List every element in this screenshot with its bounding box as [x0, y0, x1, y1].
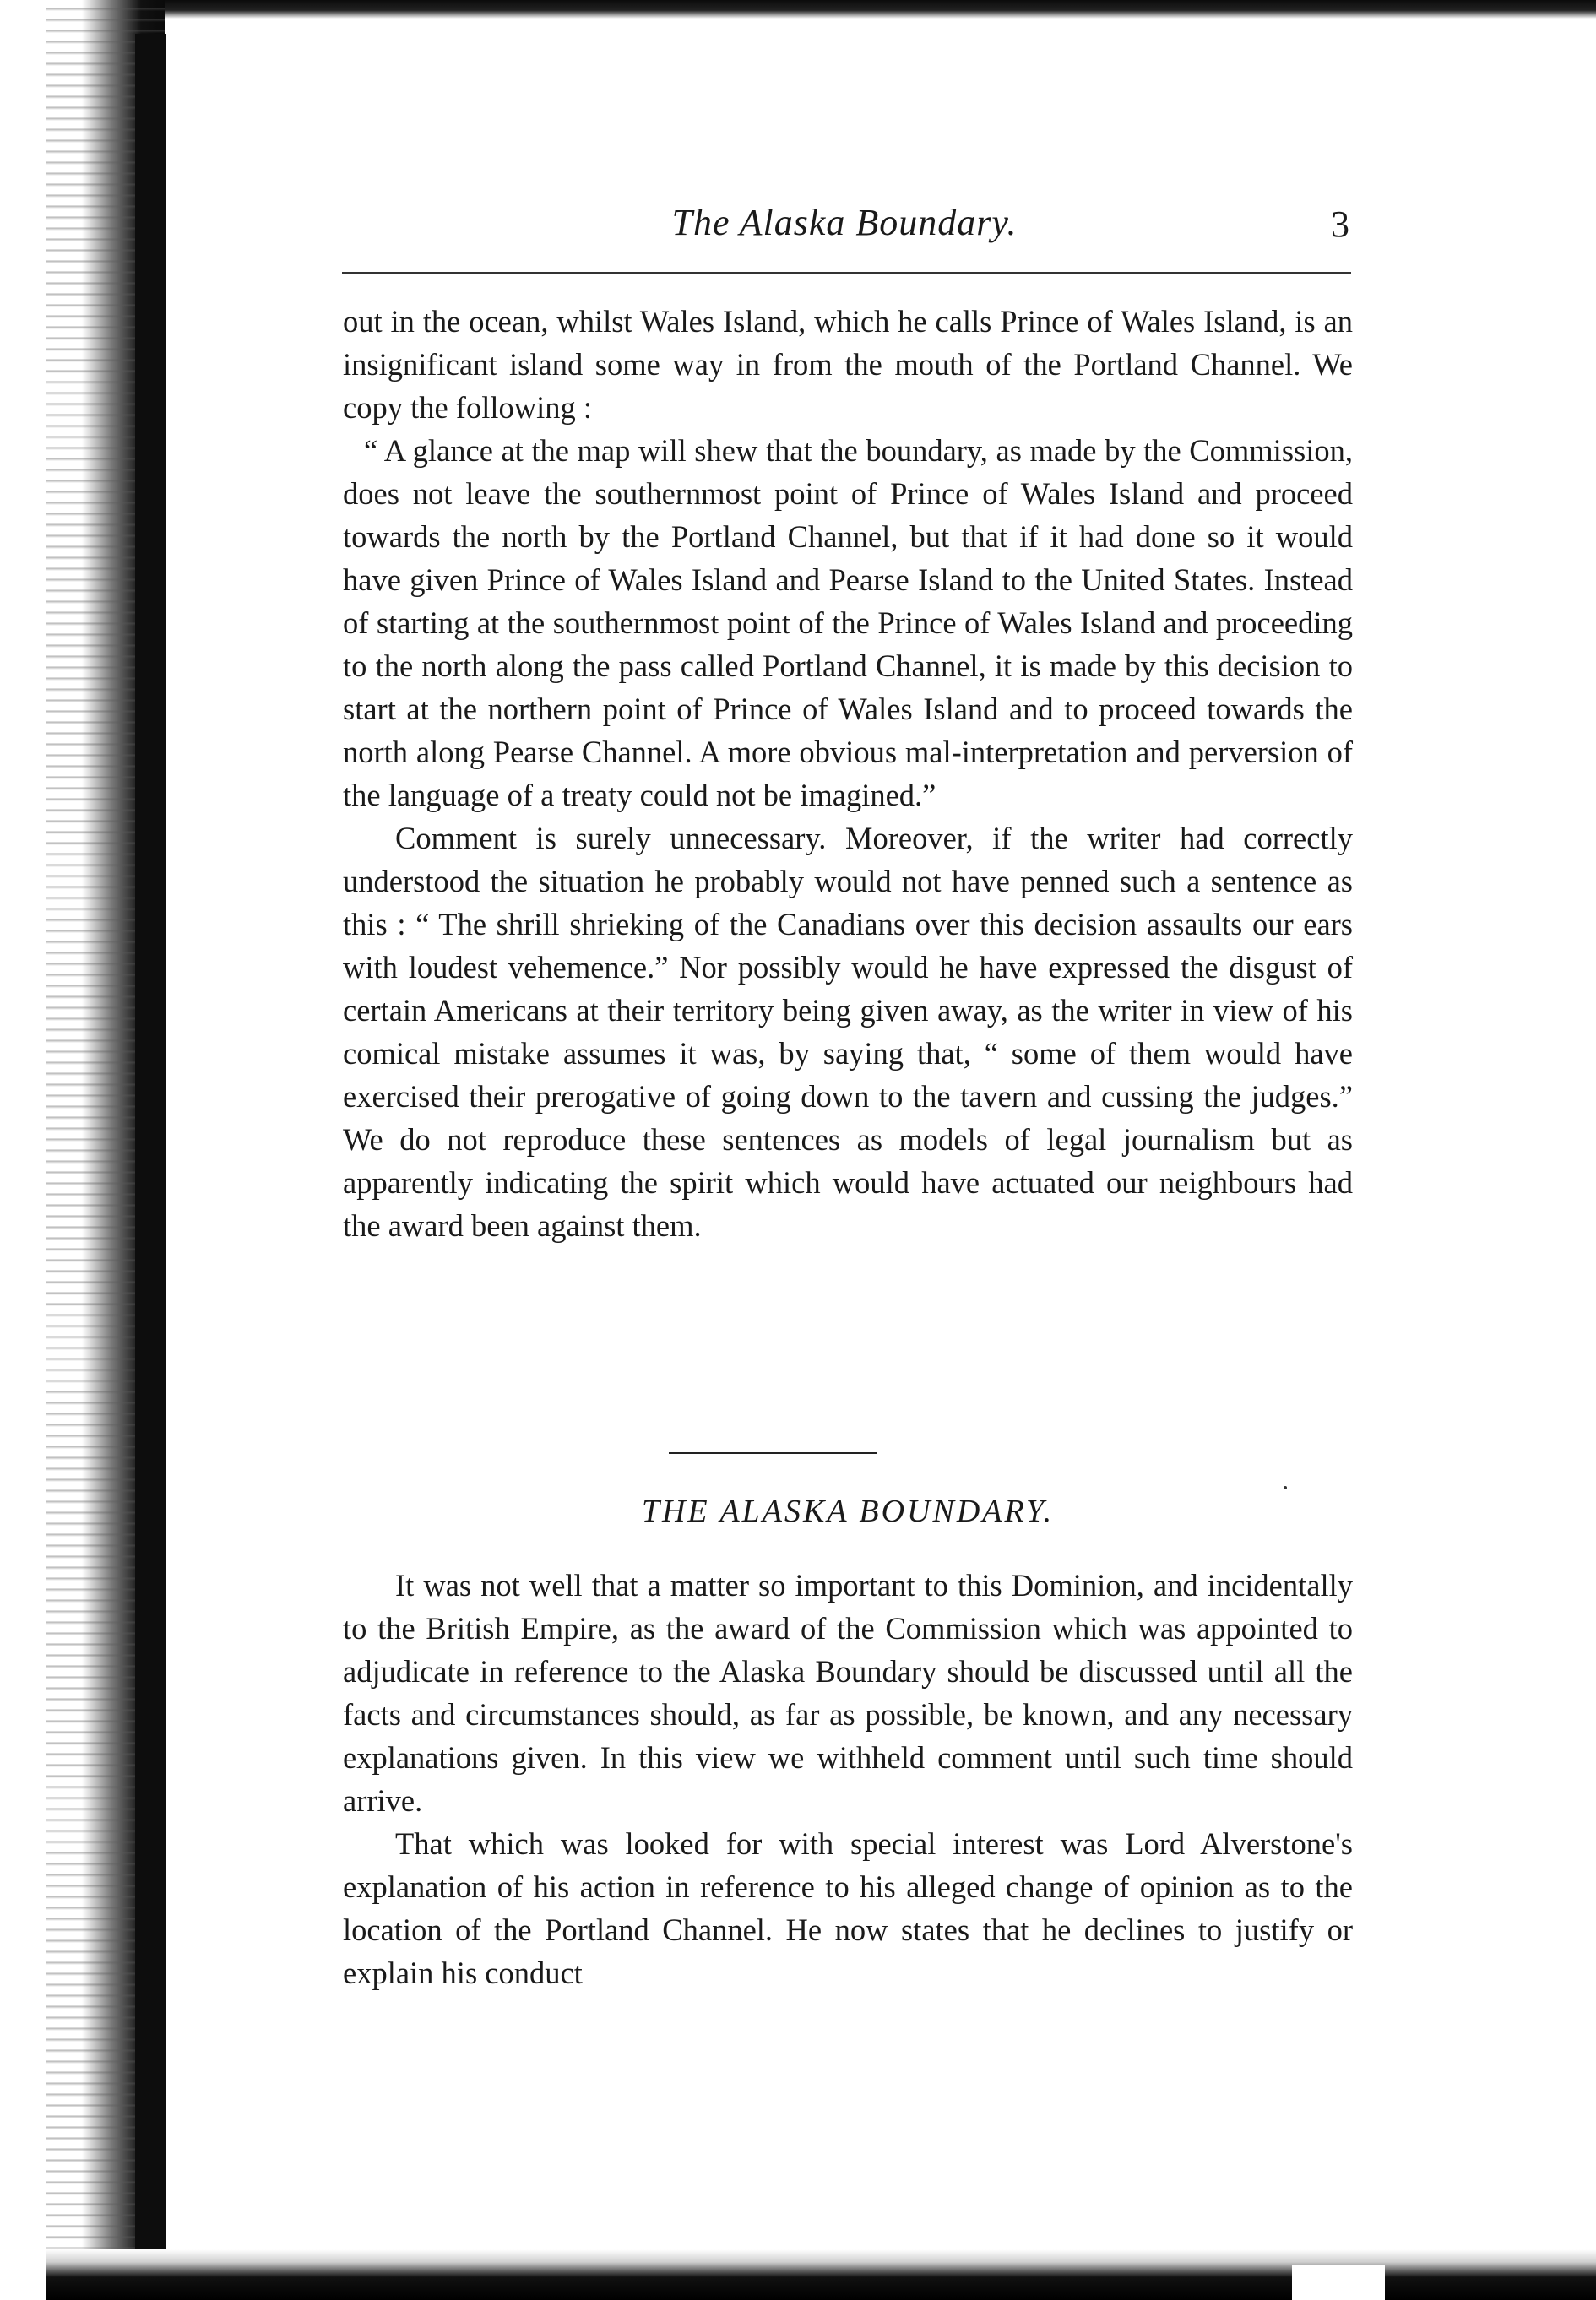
paragraph: out in the ocean, whilst Wales Island, which he calls Prince of Wales Island, is an insignificant island some way in from the mouth of the Portland Channel. We copy the following :	[343, 304, 1353, 425]
paragraph: It was not well that a matter so important to this Dominion, and incidentally to the British Empire, as the award of the Commission which was appointed to adjudicate in reference to the Alaska Boundary should be discussed until all the facts and circumstances should, as far as possible, be known, and any necessary explanations given. In this view we withheld comment until such time should arrive.	[343, 1568, 1353, 1818]
article-continuation	[343, 300, 1353, 1247]
paragraph: That which was looked for with special interest was Lord Alverstone's explanation of his action in reference to his alleged change of opinion as to the location of the Portland Channel. He now states that he declines to justify or explain his conduct	[343, 1826, 1353, 1990]
article-body	[343, 1564, 1353, 1994]
section-title: THE ALASKA BOUNDARY.	[641, 1494, 1055, 1529]
scan-top-edge	[127, 0, 1596, 19]
section-divider	[669, 1452, 877, 1454]
paragraph: Comment is surely unnecessary. Moreover, if the writer had correctly understood the situation he probably would not have penned such a sentence as this : “ The shrill shrieking of the Canadians over this decision assaults our ears with loudest vehemence.” Nor possibly would he have expressed the disgust of certain Americans at their territory being given away, as the writer in view of his comical mistake assumes it was, by saying that, “ some of them would have exercised their prerogative of going down to the tavern and cussing the judges.” We do not reproduce these sentences as models of legal journalism but as apparently indicating the spirit which would have actuated our neighbours had the award been against them.	[343, 821, 1353, 1243]
header-rule	[342, 272, 1351, 274]
running-header	[338, 201, 1351, 260]
running-title: The Alaska Boundary.	[671, 202, 1018, 243]
scan-speck	[1284, 1486, 1287, 1489]
scan-bottom-gap	[1292, 2265, 1385, 2300]
page-number: 3	[1331, 203, 1349, 245]
scan-left-edge	[135, 34, 166, 2263]
quoted-paragraph: “ A glance at the map will shew that the boundary, as made by the Commission, does not leave the southernmost point of Prince of Wales Island and proceed towards the north by the Portland Channel, but that if it had done so it would have given Prince of Wales Island and Pearse Island to the United States. Instead of starting at the southernmost point of the Prince of Wales Island and proceeding to the north along the pass called Portland Channel, it is made by this decision to start at the northern point of Prince of Wales Island and to proceed towards the north along Pearse Channel. A more obvious mal-interpretation and perversion of the language of a treaty could not be imagined.”	[343, 433, 1353, 812]
